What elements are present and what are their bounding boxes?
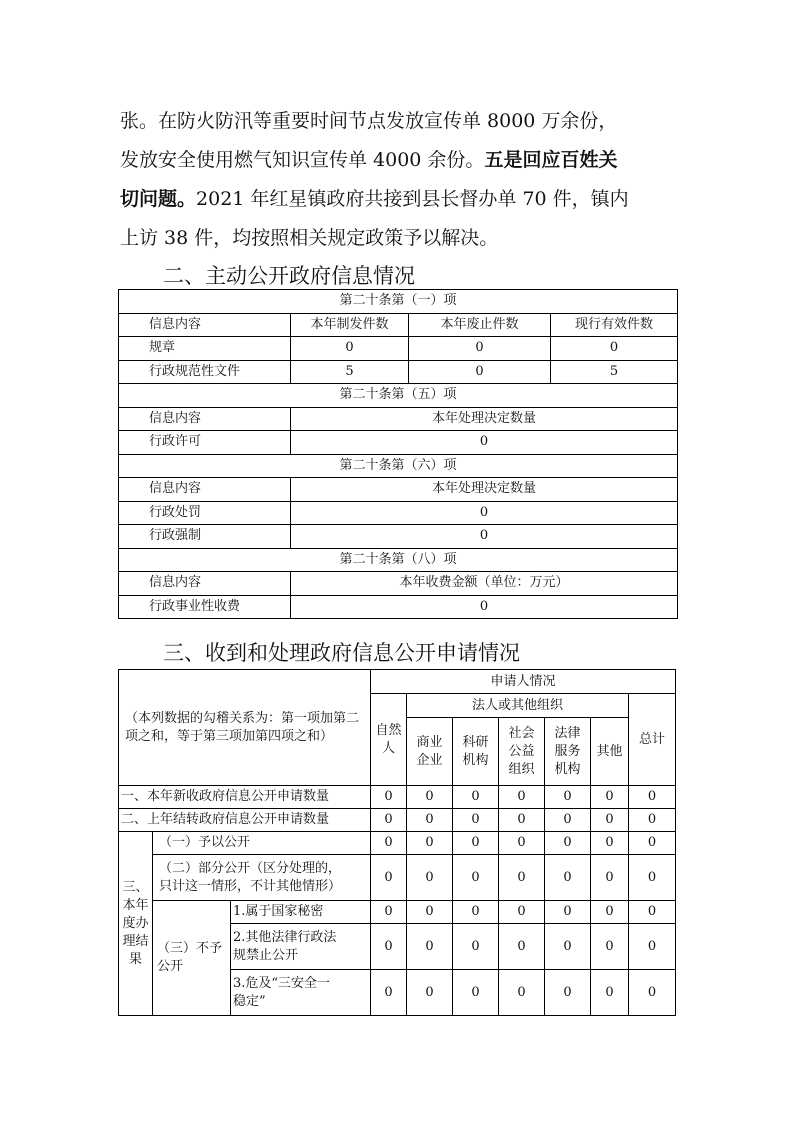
header-line: 社会 [508,725,535,741]
table-cell: 0 [629,832,676,855]
table-cell: 0 [371,901,407,924]
row-label-line: （三）不予 [157,941,223,956]
table-cell: 0 [291,501,678,525]
table-cell: 0 [591,970,629,1016]
table-row [119,855,676,901]
row-label: （一）予以公开 [153,832,371,855]
table-cell: 0 [453,786,499,809]
table-cell: 0 [407,970,453,1016]
table-cell: 0 [409,360,551,384]
table-cell: 0 [499,855,545,901]
column-header: 信息内容 [119,407,291,431]
paragraph-bold-text: 五是回应百姓关 [484,149,618,171]
article-title: 第二十条第（六）项 [119,454,678,478]
table-cell: 0 [499,786,545,809]
table-cell: 0 [407,855,453,901]
table-cell: 5 [551,360,678,384]
applicant-header: 申请人情况 [371,670,676,694]
row-label: 一、本年新收政府信息公开申请数量 [119,786,371,809]
table-cell: 0 [409,337,551,361]
column-header: 本年收费金额（单位：万元） [291,572,678,596]
column-header: 本年制发件数 [291,313,409,337]
table-cell: 0 [591,786,629,809]
header-line: 公益 [508,743,535,759]
table-cell: 0 [453,809,499,832]
application-table [118,669,676,1016]
table-cell: 0 [291,337,409,361]
natural-person-header [371,694,407,786]
row-label [231,924,371,970]
paragraph-text: 2021 年红星镇政府共接到县长督办单 70 件，镇内 [196,188,629,210]
table-cell: 0 [407,832,453,855]
table-cell: 0 [499,901,545,924]
body-paragraph [120,102,680,258]
paragraph-bold-text: 切问题。 [120,188,197,210]
row-label-line: 只计这一情形，不计其他情形） [159,878,342,894]
row-label: 1.属于国家秘密 [231,901,371,924]
column-header: 信息内容 [119,478,291,502]
row-label: 行政处罚 [119,501,291,525]
total-header: 总计 [629,694,676,786]
result-label-line: 果 [128,951,142,967]
table-cell: 0 [371,786,407,809]
table-cell: 0 [499,924,545,970]
column-header: 信息内容 [119,313,291,337]
header-line: 商业 [416,734,443,750]
header-line: 机构 [554,761,581,777]
table-cell: 0 [453,970,499,1016]
table-cell: 0 [371,855,407,901]
table-cell: 0 [371,970,407,1016]
table-cell: 0 [371,832,407,855]
table-cell: 0 [629,901,676,924]
table-cell: 0 [591,901,629,924]
table-cell: 0 [499,809,545,832]
header-line: 科研 [462,734,489,750]
table-cell: 0 [291,525,678,549]
paragraph-line [120,180,680,219]
table-cell: 5 [291,360,409,384]
table-cell: 0 [407,901,453,924]
row-label-line: 3.危及“三安全一 [233,975,331,991]
table-cell: 0 [291,431,678,455]
row-label-line: 规禁止公开 [233,947,299,963]
table-cell: 0 [407,786,453,809]
not-open-label [153,901,231,1016]
paragraph-line [120,141,680,180]
other-header: 其他 [591,718,629,786]
header-line: 法律 [554,725,581,741]
section-heading: 二、主动公开政府信息情况 [163,264,415,288]
table-cell: 0 [371,809,407,832]
table-cell: 0 [545,832,591,855]
table-cell: 0 [453,855,499,901]
table-cell: 0 [407,809,453,832]
row-label: 二、上年结转政府信息公开申请数量 [119,809,371,832]
business-header [407,718,453,786]
table-cell: 0 [499,832,545,855]
ngo-header [499,718,545,786]
table-cell: 0 [629,970,676,1016]
header-line: 人 [381,740,395,756]
column-header: 本年处理决定数量 [291,407,678,431]
legal-entity-header: 法人或其他组织 [407,694,629,718]
legal-service-header [545,718,591,786]
row-label-line: 稳定” [233,993,266,1009]
row-label: 行政规范性文件 [119,360,291,384]
research-header [453,718,499,786]
table-cell: 0 [591,855,629,901]
header-line: 组织 [508,761,535,777]
row-label: 规章 [119,337,291,361]
table-cell: 0 [453,924,499,970]
row-label: 行政事业性收费 [119,595,291,619]
table-row [119,786,676,809]
column-header: 现行有效件数 [551,313,678,337]
article-title: 第二十条第（八）项 [119,548,678,572]
row-label-line: （二）部分公开（区分处理的， [159,860,342,876]
table-cell: 0 [551,337,678,361]
table-cell: 0 [545,924,591,970]
column-header: 本年处理决定数量 [291,478,678,502]
table-cell: 0 [545,970,591,1016]
result-label-line: 理结 [122,933,149,949]
header-line: 服务 [554,743,581,759]
table-cell: 0 [591,809,629,832]
table-cell: 0 [629,786,676,809]
row-label-line: 2.其他法律行政法 [233,929,337,945]
article-title: 第二十条第（五）项 [119,384,678,408]
table-cell: 0 [591,832,629,855]
column-header: 本年废止件数 [409,313,551,337]
result-label-line: 度办 [122,915,149,931]
result-label-line: 本年 [122,897,149,913]
table-cell: 0 [629,809,676,832]
header-line: 自然 [375,722,402,738]
section-heading: 三、收到和处理政府信息公开申请情况 [163,641,520,665]
table-cell: 0 [453,832,499,855]
table-row [119,832,676,855]
table-cell: 0 [371,924,407,970]
table-cell: 0 [499,970,545,1016]
active-disclosure-table [118,289,678,619]
table-row [119,809,676,832]
table-cell: 0 [453,901,499,924]
table-cell: 0 [629,855,676,901]
table-cell: 0 [545,809,591,832]
paragraph-line: 张。在防火防汛等重要时间节点发放宣传单 8000 万余份， [120,110,618,132]
note-cell: （本列数据的勾稽关系为：第一项加第二项之和，等于第三项加第四项之和） [119,670,371,786]
table-cell: 0 [629,924,676,970]
header-line: 机构 [462,752,489,768]
table-cell: 0 [291,595,678,619]
row-label: 行政许可 [119,431,291,455]
table-cell: 0 [545,901,591,924]
paragraph-text: 发放安全使用燃气知识宣传单 4000 余份。 [120,149,485,171]
table-cell: 0 [407,924,453,970]
column-header: 信息内容 [119,572,291,596]
table-cell: 0 [545,786,591,809]
result-label-line: 三、 [122,879,149,895]
paragraph-line: 上访 38 件，均按照相关规定政策予以解决。 [120,227,499,249]
table-cell: 0 [545,855,591,901]
row-label: 行政强制 [119,525,291,549]
table-cell: 0 [591,924,629,970]
row-label [231,970,371,1016]
article-title: 第二十条第（一）项 [119,290,678,314]
table-row [119,901,676,924]
row-label [153,855,371,901]
header-line: 企业 [416,752,443,768]
result-label [119,832,153,1016]
row-label-line: 公开 [157,959,184,974]
